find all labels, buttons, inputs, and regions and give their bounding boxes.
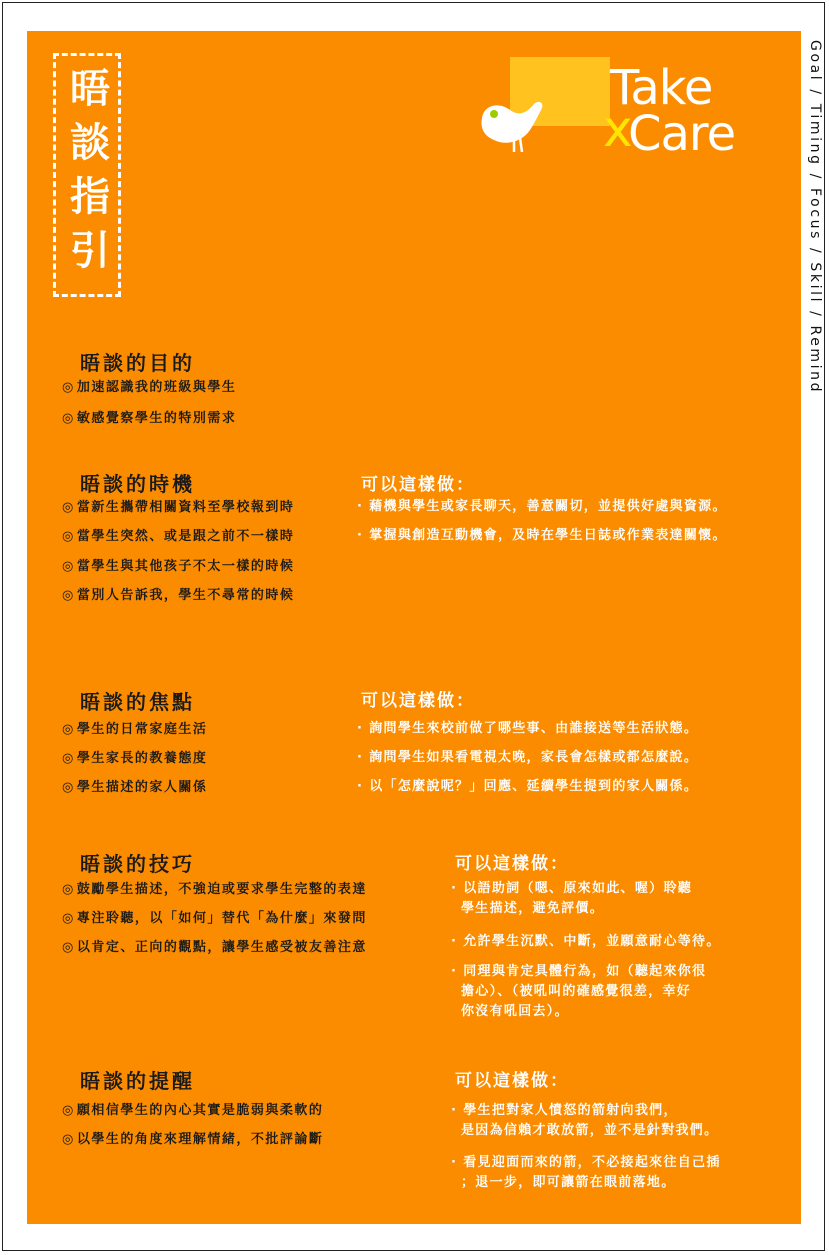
skill-tip: · 以語助詞（嗯、原來如此、喔）聆聽 學生描述，避免評價。 xyxy=(451,881,693,916)
remind-heading: 晤談的提醒 xyxy=(80,1069,195,1093)
timing-item: ◎ 當別人告訴我，學生不尋常的時候 xyxy=(62,588,295,603)
skill-heading: 晤談的技巧 xyxy=(80,852,195,876)
focus-item: ◎ 學生的日常家庭生活 xyxy=(62,722,208,737)
skill-item: ◎ 專注聆聽，以「如何」替代「為什麼」來發問 xyxy=(62,911,367,926)
timing-can-do: 可以這樣做： xyxy=(361,475,475,495)
focus-tip: · 詢問學生來校前做了哪些事、由誰接送等生活狀態。 xyxy=(357,721,699,736)
goal-item: ◎ 敏感覺察學生的特別需求 xyxy=(62,411,237,426)
focus-heading: 晤談的焦點 xyxy=(80,690,195,714)
timing-item: ◎ 當新生攜帶相關資料至學校報到時 xyxy=(62,500,295,515)
goal-item: ◎ 加速認識我的班級與學生 xyxy=(62,380,237,395)
remind-can-do: 可以這樣做： xyxy=(455,1071,569,1091)
title-box xyxy=(53,53,121,297)
remind-tip: · 學生把對家人憤怒的箭射向我們， 是因為信賴才敢放箭，並不是針對我們。 xyxy=(451,1103,719,1138)
focus-can-do: 可以這樣做： xyxy=(361,691,475,711)
focus-item: ◎ 學生家長的教養態度 xyxy=(62,751,208,766)
skill-tip: · 允許學生沉默、中斷，並願意耐心等待。 xyxy=(451,934,721,949)
bird-icon xyxy=(478,98,550,154)
skill-can-do: 可以這樣做： xyxy=(455,854,569,874)
logo-x: x xyxy=(603,100,633,158)
logo-care: Care xyxy=(628,106,736,162)
remind-item: ◎ 願相信學生的內心其實是脆弱與柔軟的 xyxy=(62,1103,324,1118)
orange-panel xyxy=(27,31,801,1224)
remind-tip: · 看見迎面而來的箭，不必接起來往自己插 ；退一步，即可讓箭在眼前落地。 xyxy=(451,1155,721,1190)
timing-tip: · 藉機與學生或家長聊天，善意關切，並提供好處與資源。 xyxy=(357,499,727,514)
timing-tip: · 掌握與創造互動機會，及時在學生日誌或作業表達關懷。 xyxy=(357,528,727,543)
skill-tip: · 同理與肯定具體行為，如（聽起來你很 擔心）、（被吼叫的確感覺很差，幸好 你沒有吼回去）。 xyxy=(451,964,707,1019)
focus-item: ◎ 學生描述的家人關係 xyxy=(62,780,208,795)
skill-item: ◎ 鼓勵學生描述，不強迫或要求學生完整的表達 xyxy=(62,882,367,897)
page-title: 晤談指引 xyxy=(63,67,111,283)
timing-item: ◎ 當學生突然、或是跟之前不一樣時 xyxy=(62,529,295,544)
goal-heading: 晤談的目的 xyxy=(80,351,195,375)
timing-heading: 晤談的時機 xyxy=(80,472,195,496)
logo-take: Take xyxy=(610,60,713,116)
focus-tip: · 詢問學生如果看電視太晚，家長會怎樣或都怎麼說。 xyxy=(357,750,699,765)
skill-item: ◎ 以肯定、正向的觀點，讓學生感受被友善注意 xyxy=(62,940,367,955)
remind-item: ◎ 以學生的角度來理解情緒，不批評論斷 xyxy=(62,1132,324,1147)
timing-item: ◎ 當學生與其他孩子不太一樣的時候 xyxy=(62,559,295,574)
focus-tip: · 以「怎麼說呢？」回應、延續學生提到的家人關係。 xyxy=(357,779,699,794)
side-nav-text: Goal / Timing / Focus / Skill / Remind xyxy=(807,40,823,395)
